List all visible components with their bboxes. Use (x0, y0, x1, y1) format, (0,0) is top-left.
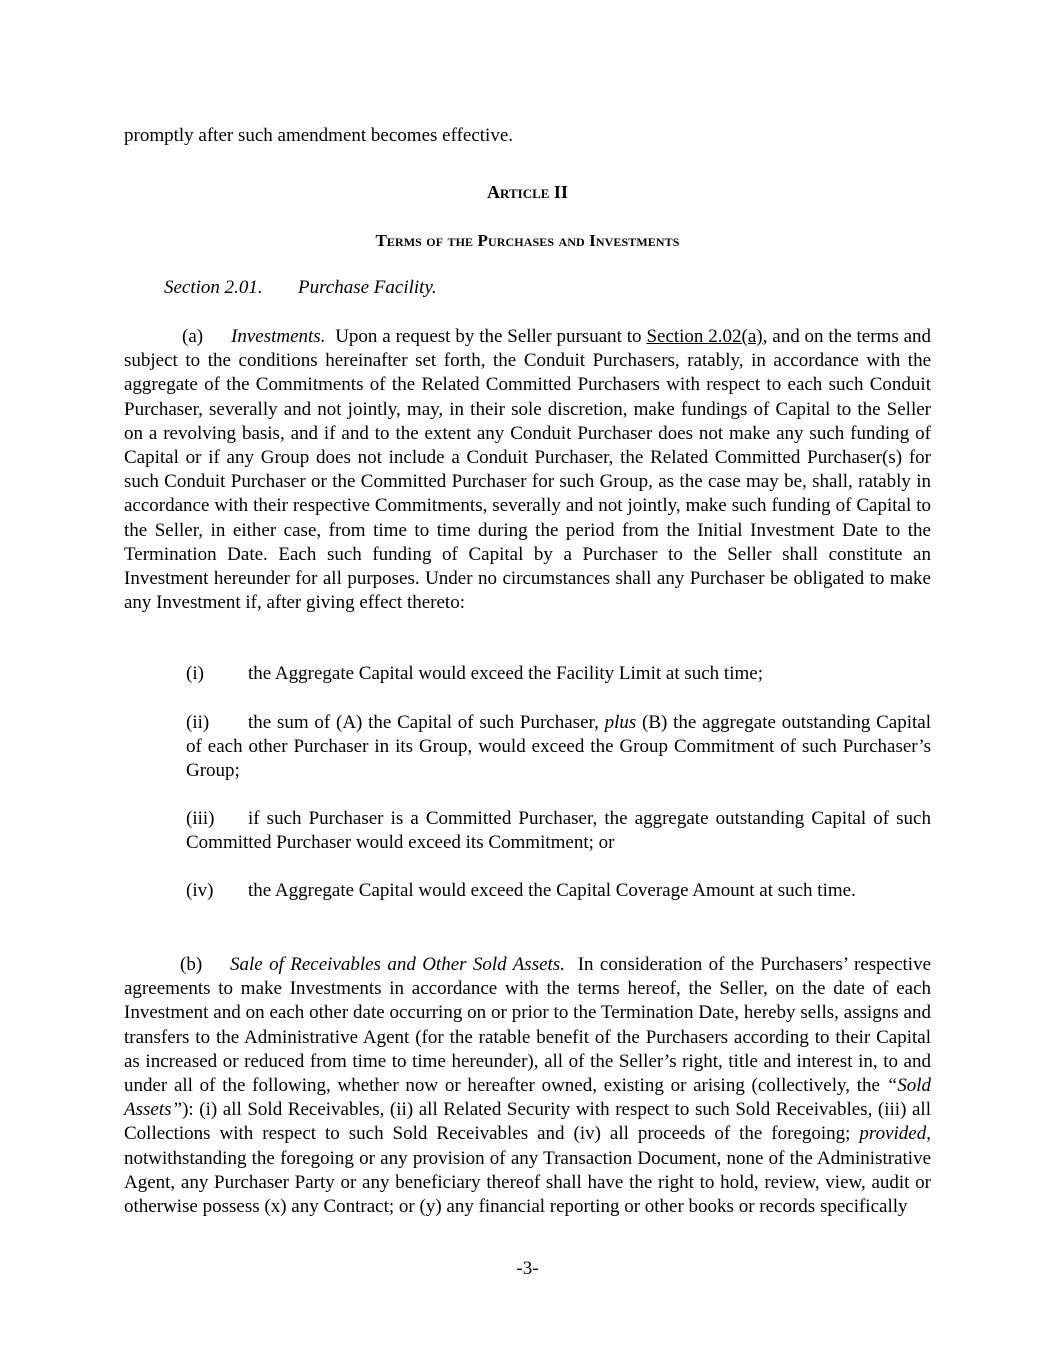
document-page (124, 0, 931, 1365)
paragraph-b-text3: , notwithstanding the foregoing or any provision of any Transaction Document, none of the Administrative Agent, any Purchaser Party or any beneficiary thereof shall have the right to hold, review, view, audit or otherwise possess (x) any Contract; or (y) any financial reporting or other books or records specifically (124, 1123, 931, 1218)
paragraph-b-provided: provided (859, 1123, 927, 1145)
paragraph-b-label: (b) (180, 954, 203, 975)
subclause-i (186, 662, 931, 686)
section-title: Purchase Facility. (298, 277, 437, 298)
paragraph-b-defined-term: “Sold Assets” (124, 1075, 932, 1121)
paragraph-a-text2: , and on the terms and subject to the conditions hereinafter set forth, the Conduit Purchasers, ratably, in accordance with the aggregate of the Commitments of the Related Committed Purchasers with respect to each such Conduit Purchaser, severally and not jointly, may, in their sole discretion, make fundings of Capital to the Seller on a revolving basis, and if and to the extent any Conduit Purchaser does not make any such funding of Capital or if any Group does not include a Conduit Purchaser, the Related Committed Purchaser(s) for such Conduit Purchaser or the Committed Purchaser for such Group, as the case may be, shall, ratably in accordance with their respective Commitments, severally and not jointly, make such funding of Capital to the Seller, in either case, from time to time during the period from the Initial Investment Date to the Termination Date. Each such funding of Capital by a Purchaser to the Seller shall constitute an Investment hereunder for all purposes. Under no circumstances shall any Purchaser be obligated to make any Investment if, after giving effect thereto: (124, 326, 932, 614)
subclause-ii-text1: the sum of (A) the Capital of such Purchaser, (248, 712, 599, 733)
subclause-ii-label: (ii) (186, 712, 210, 733)
paragraph-b-text2: ): (i) all Sold Receivables, (ii) all Related Security with respect to such Sold Receivables, (iii) all Collections with respect to such Sold Receivables and (iv) all proceeds of the foregoing; (124, 1099, 931, 1145)
paragraph-b (124, 953, 931, 1219)
paragraph-a-label: (a) (182, 326, 204, 347)
section-number: Section 2.01. (164, 277, 263, 298)
subclause-ii (186, 711, 931, 784)
page-number: -3- (516, 1258, 539, 1279)
subclause-iv (186, 879, 931, 903)
paragraph-a-text1: Upon a request by the Seller pursuant to (335, 326, 642, 347)
article-heading: Terms of the Purchases and Investments (375, 231, 680, 250)
subclause-iv-label: (iv) (186, 880, 214, 901)
paragraph-a-title: Investments. (231, 326, 326, 347)
lead-text: promptly after such amendment becomes effective. (124, 125, 513, 146)
subclause-ii-text2: (B) the aggregate outstanding Capital of each other Purchaser in its Group, would exceed the Group Commitment of such Purchaser’s Group; (186, 712, 932, 782)
subclause-iii-label: (iii) (186, 808, 215, 829)
subclause-i-text: the Aggregate Capital would exceed the Facility Limit at such time; (248, 663, 763, 684)
paragraph-b-text1: In consideration of the Purchasers’ respective agreements to make Investments in accordance with the terms hereof, the Seller, on the date of each Investment and on each other date occurring on or prior to the Termination Date, hereby sells, assigns and transfers to the Administrative Agent (for the ratable benefit of the Purchasers according to their Capital as increased or reduced from time to time hereunder), all of the Seller’s right, title and interest in, to and under all of the following, whether now or hereafter owned, existing or arising (collectively, the (124, 954, 932, 1097)
subclause-ii-plus: plus (604, 712, 637, 733)
subclause-i-label: (i) (186, 663, 204, 684)
article-title: Article II (487, 182, 568, 202)
section-heading (124, 276, 931, 300)
subclause-iv-text: the Aggregate Capital would exceed the Capital Coverage Amount at such time. (248, 880, 856, 901)
section-reference-link[interactable]: Section 2.02(a) (646, 326, 763, 347)
paragraph-b-title: Sale of Receivables and Other Sold Assets. (230, 954, 565, 975)
subclause-iii-text: if such Purchaser is a Committed Purchaser, the aggregate outstanding Capital of such Committed Purchaser would exceed its Commitment; or (186, 808, 931, 854)
subclause-iii (186, 807, 931, 855)
paragraph-a (124, 325, 931, 615)
